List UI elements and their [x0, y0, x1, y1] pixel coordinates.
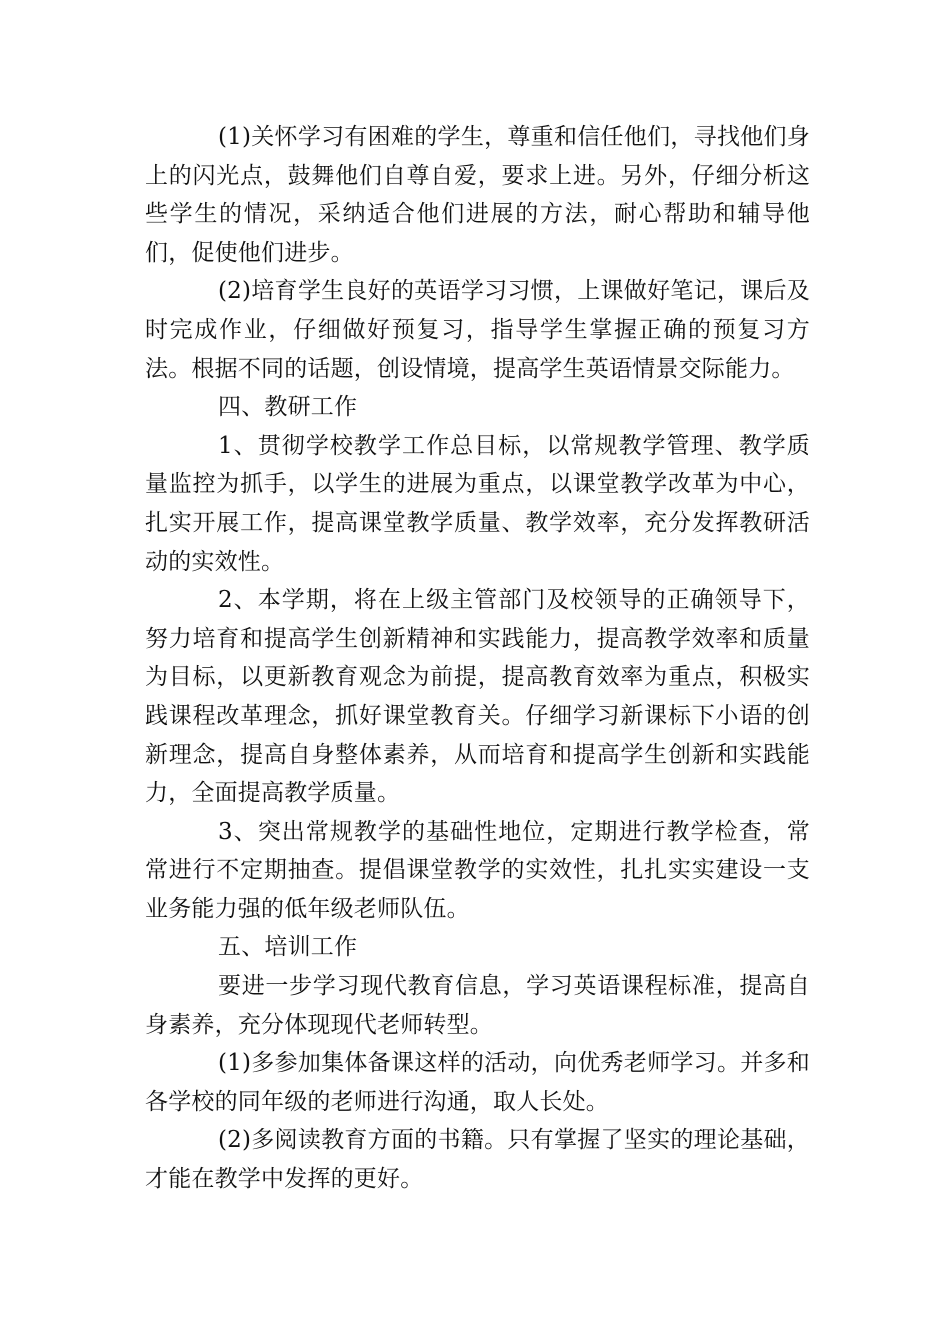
paragraph-training-2: (2)多阅读教育方面的书籍。只有掌握了坚实的理论基础，才能在教学中发挥的更好。: [145, 1127, 810, 1193]
section-heading-research: 四、教研工作: [218, 394, 358, 421]
paragraph-research-1: 1、贯彻学校教学工作总目标，以常规教学管理、教学质量监控为抓手，以学生的进展为重点，以课堂教学改革为中心，扎实开展工作，提高课堂教学质量、教学效率，充分发挥教研活动的实效性。: [145, 432, 810, 575]
document-body: [145, 118, 810, 1199]
section-heading-training: 五、培训工作: [218, 934, 358, 961]
paragraph-training-1: (1)多参加集体备课这样的活动，向优秀老师学习。并多和各学校的同年级的老师进行沟通，取人长处。: [145, 1050, 810, 1115]
paragraph-care-students: (1)关怀学习有困难的学生，尊重和信任他们，寻找他们身上的闪光点，鼓舞他们自尊自爱，要求上进。另外，仔细分析这些学生的情况，采纳适合他们进展的方法，耐心帮助和辅导他们，促使他们进步。: [145, 124, 810, 266]
paragraph-training-intro: 要进一步学习现代教育信息，学习英语课程标准，提高自身素养，充分体现现代老师转型。: [145, 973, 810, 1038]
paragraph-study-habits: (2)培育学生良好的英语学习习惯，上课做好笔记，课后及时完成作业，仔细做好预复习，指导学生掌握正确的预复习方法。根据不同的话题，创设情境，提高学生英语情景交际能力。: [145, 278, 810, 382]
paragraph-research-2: 2、本学期，将在上级主管部门及校领导的正确领导下，努力培育和提高学生创新精神和实践能力，提高教学效率和质量为目标，以更新教育观念为前提，提高教育效率为重点，积极实践课程改革理念，抓好课堂教育关。仔细学习新课标下小语的创新理念，提高自身整体素养，从而培育和提高学生创新和实践能力，全面提高教学质量。: [145, 587, 810, 807]
paragraph-research-3: 3、突出常规教学的基础性地位，定期进行教学检查，常常进行不定期抽查。提倡课堂教学的实效性，扎扎实实建设一支业务能力强的低年级老师队伍。: [145, 818, 810, 922]
